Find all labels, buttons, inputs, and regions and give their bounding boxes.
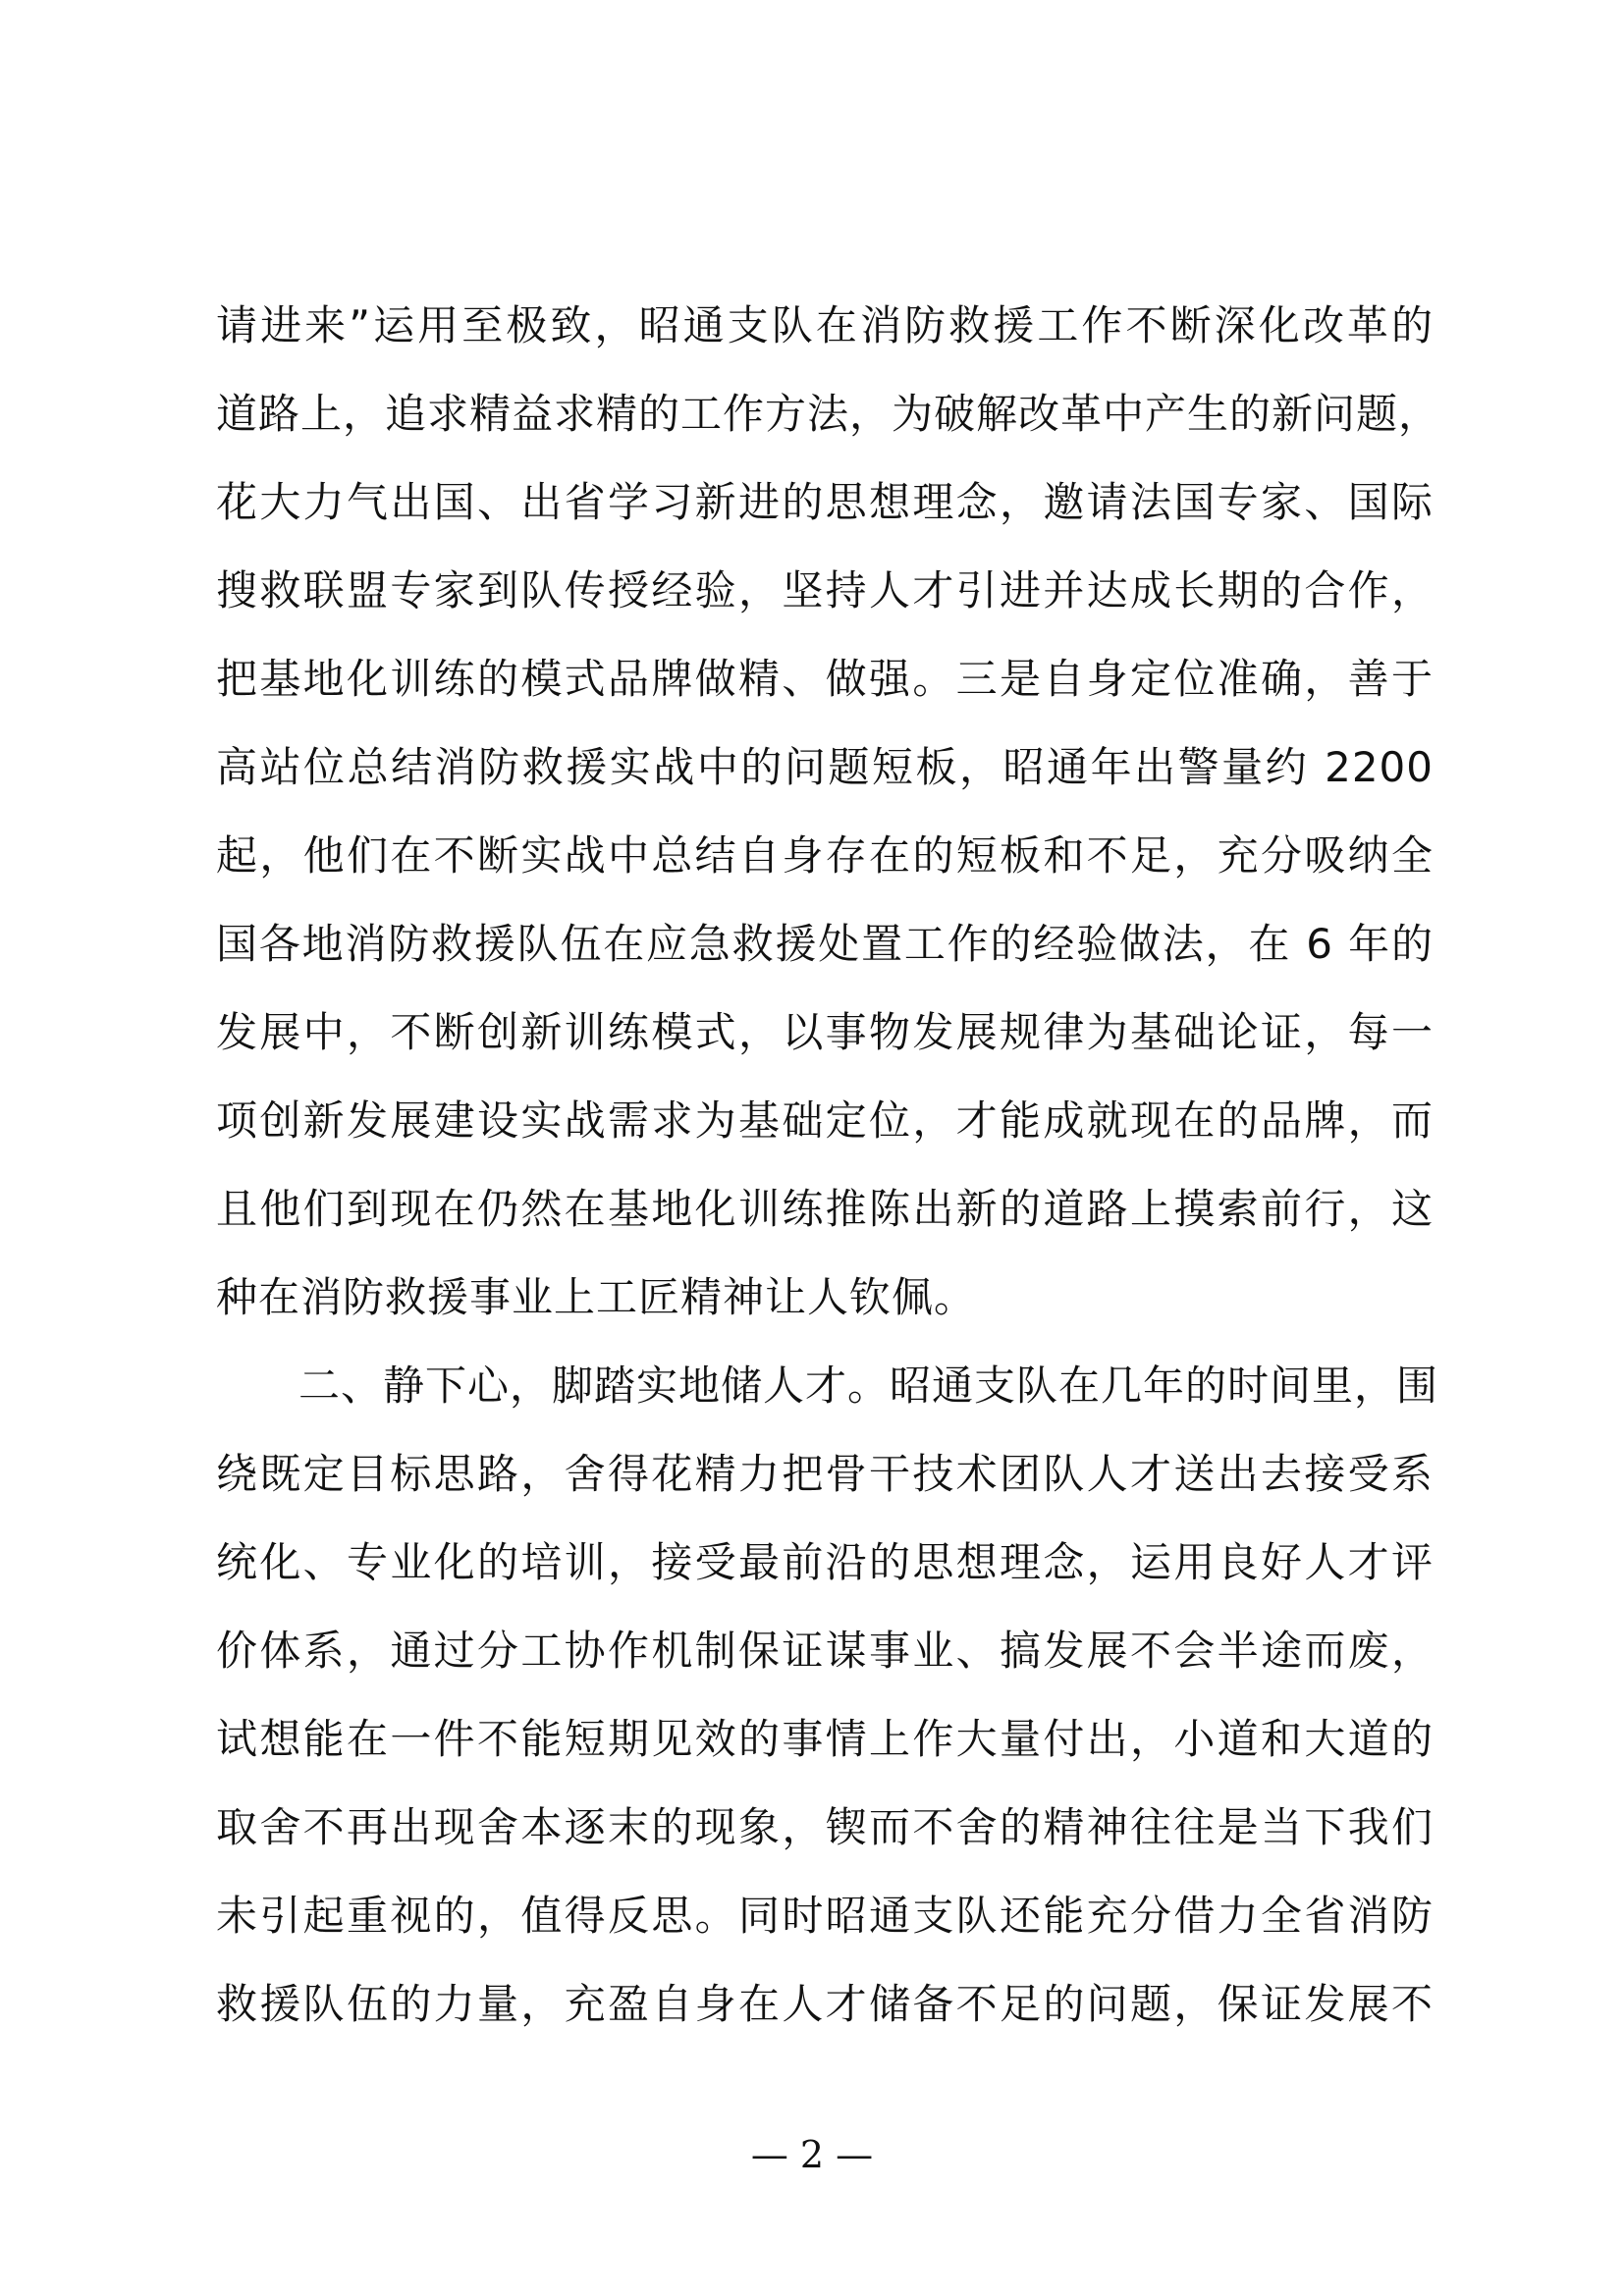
text-line: 未引起重视的，值得反思。同时昭通支队还能充分借力全省消防 [216,1892,1434,1940]
text-line: 花大力气出国、出省学习新进的思想理念，邀请法国专家、国际 [216,478,1434,526]
text-line: 且他们到现在仍然在基地化训练推陈出新的道路上摸索前行，这 [216,1185,1434,1233]
text-line: 试想能在一件不能短期见效的事情上作大量付出，小道和大道的 [216,1715,1434,1763]
text-line: 取舍不再出现舍本逐末的现象，锲而不舍的精神往往是当下我们 [216,1803,1434,1851]
text-line: 道路上，追求精益求精的工作方法，为破解改革中产生的新问题， [216,390,1441,438]
text-line: 高站位总结消防救援实战中的问题短板，昭通年出警量约 2200 [216,743,1434,791]
text-line: 统化、专业化的培训，接受最前沿的思想理念，运用良好人才评 [216,1538,1434,1586]
text-line: 请进来”运用至极致，昭通支队在消防救援工作不断深化改革的 [216,301,1434,349]
paragraph-start-line: 二、静下心，脚踏实地储人才。昭通支队在几年的时间里，围 [298,1362,1439,1410]
text-line: 国各地消防救援队伍在应急救援处置工作的经验做法，在 6 年的 [216,920,1434,968]
text-line: 种在消防救援事业上工匠精神让人钦佩。 [216,1273,977,1321]
text-line: 救援队伍的力量，充盈自身在人才储备不足的问题，保证发展不 [216,1980,1434,2028]
text-line: 发展中，不断创新训练模式，以事物发展规律为基础论证，每一 [216,1008,1434,1056]
text-line: 价体系，通过分工协作机制保证谋事业、搞发展不会半途而废， [216,1627,1434,1675]
text-line: 起，他们在不断实战中总结自身存在的短板和不足，充分吸纳全 [216,831,1434,880]
text-line: 绕既定目标思路，舍得花精力把骨干技术团队人才送出去接受系 [216,1450,1434,1498]
text-line: 搜救联盟专家到队传授经验，坚持人才引进并达成长期的合作， [216,566,1434,614]
text-line: 项创新发展建设实战需求为基础定位，才能成就现在的品牌，而 [216,1096,1434,1145]
page-number: — 2 — [750,2133,874,2176]
text-line: 把基地化训练的模式品牌做精、做强。三是自身定位准确，善于 [216,655,1434,703]
